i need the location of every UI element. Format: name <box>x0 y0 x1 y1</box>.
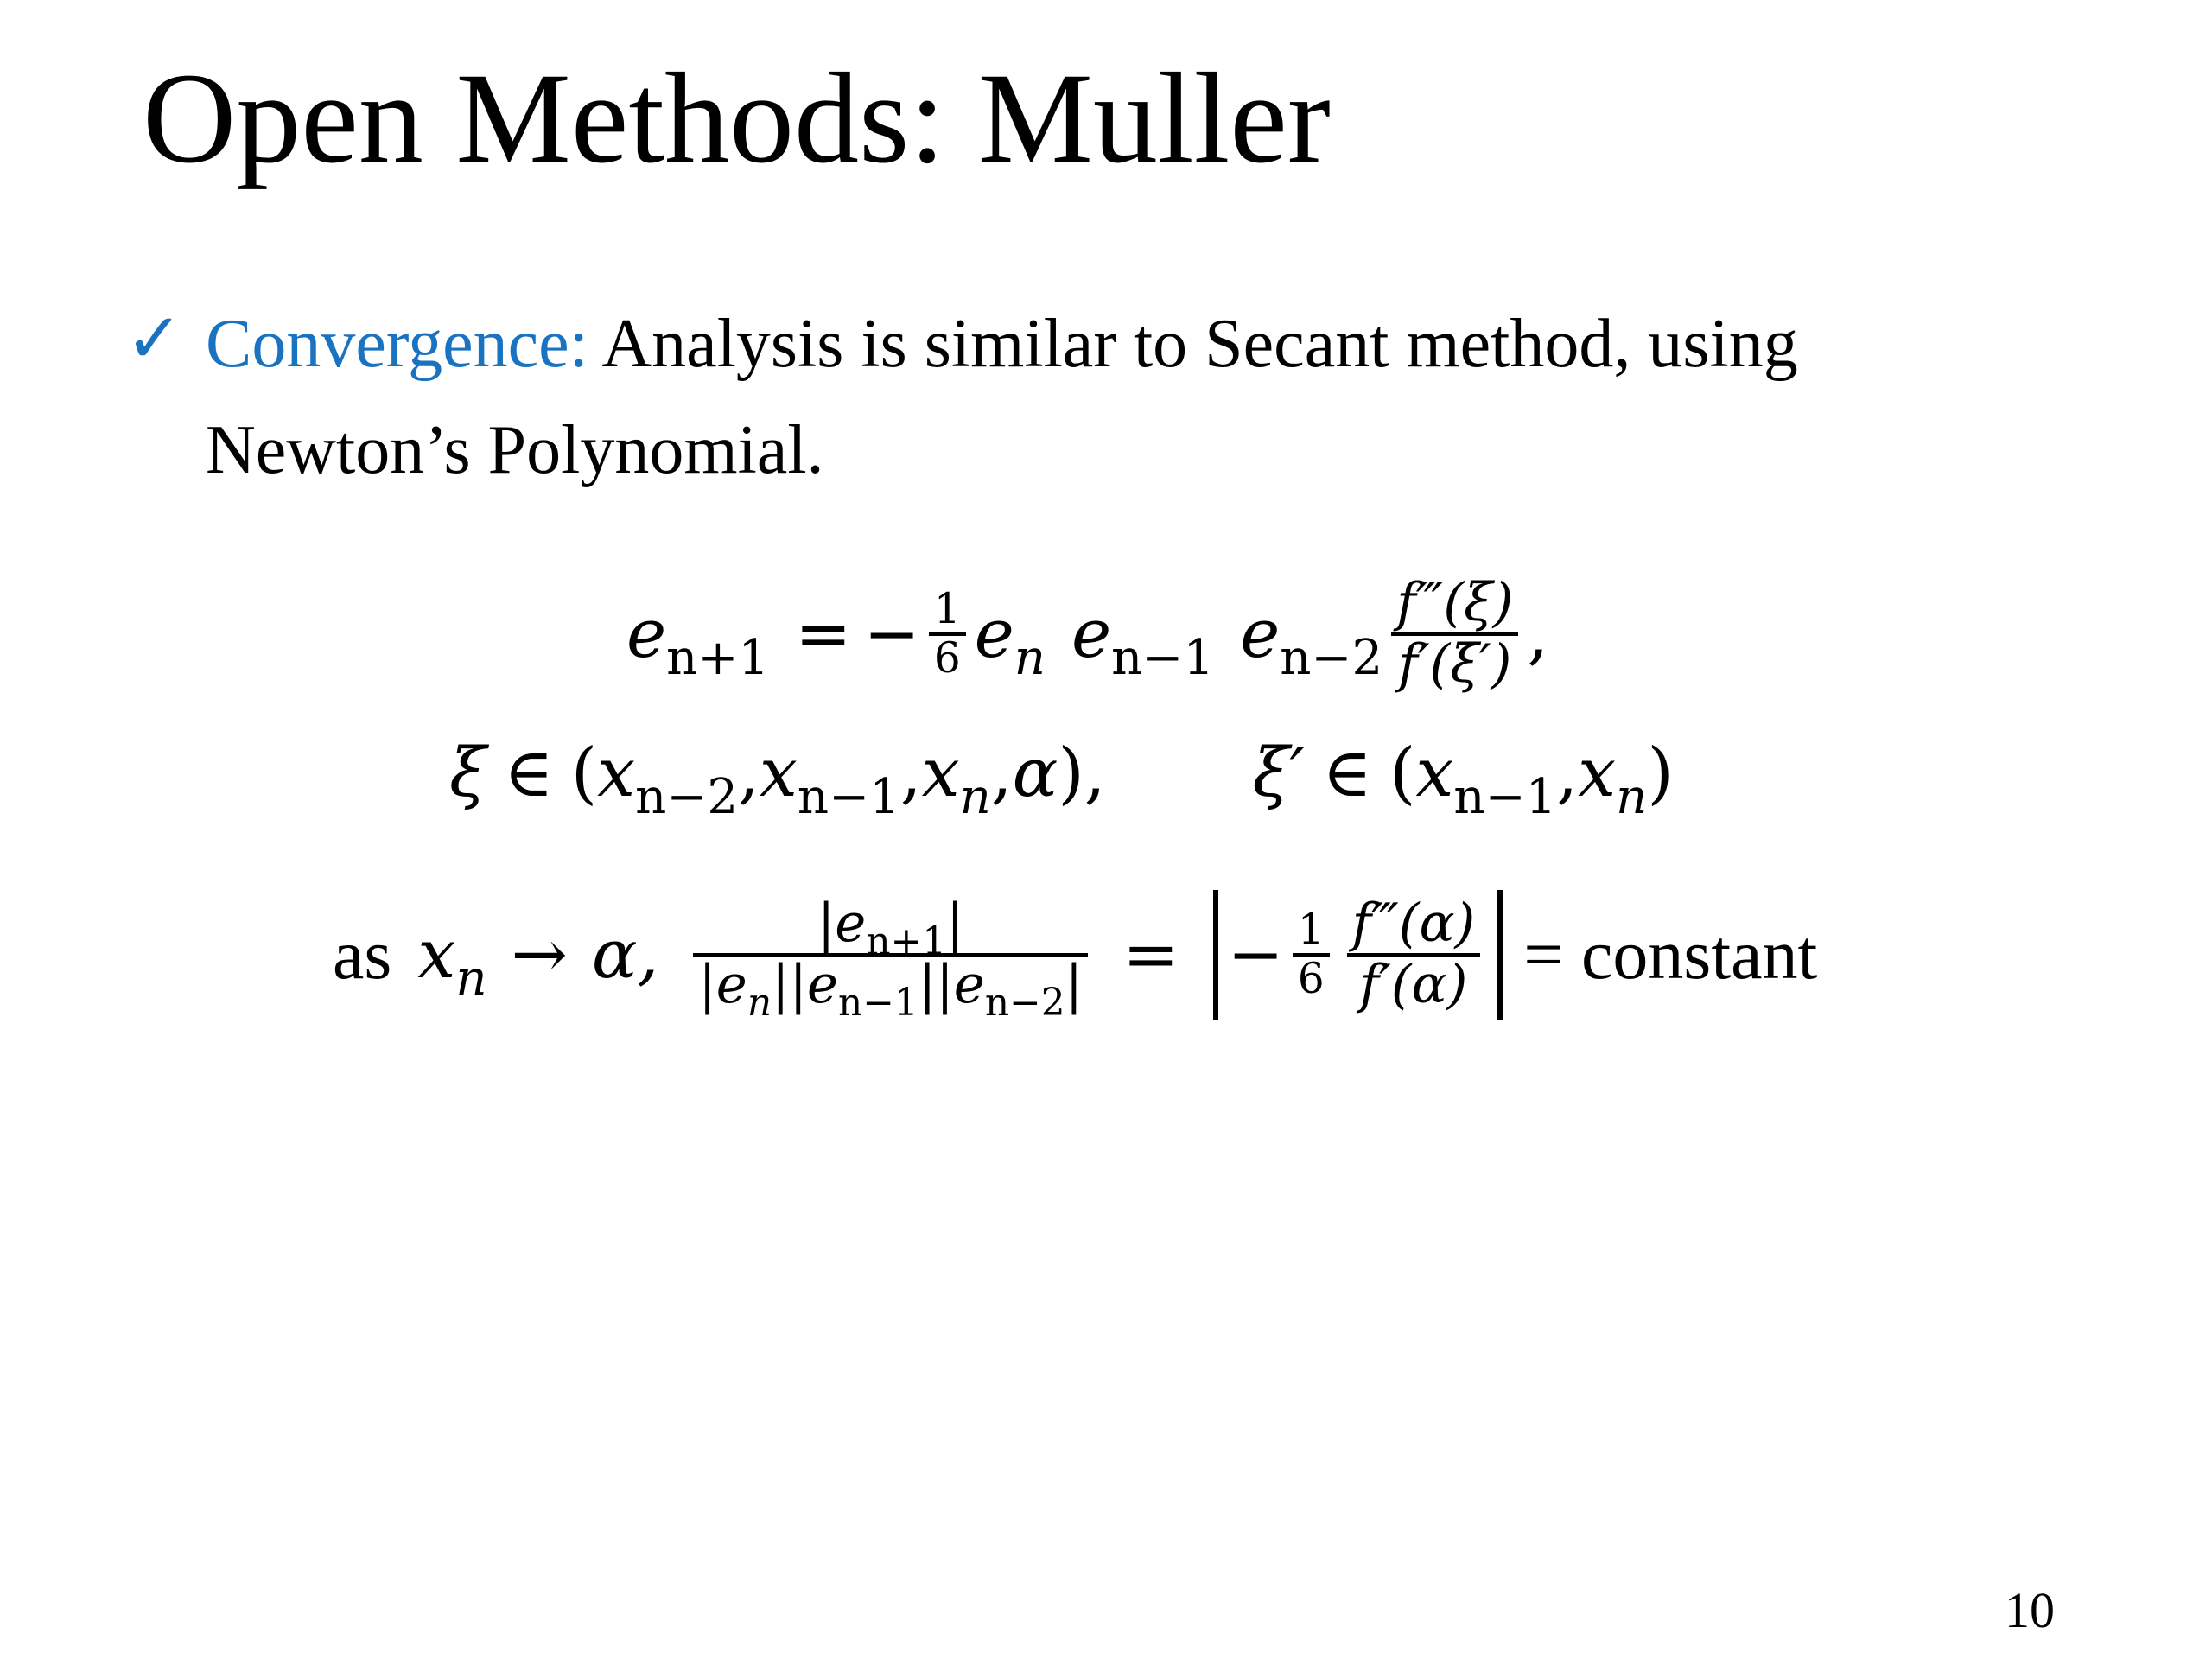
eq3-arrow: → <box>511 916 568 994</box>
eq3-abs-left <box>1213 890 1218 1020</box>
xi-interval-equation: ξ ∈ ( $x_{n-2}$ , $x_{n-1}$ , $x_n$ , α ), ξ′ ∈ ( $x_{n-1}$ , $x_n$ ) <box>449 734 1674 825</box>
eq3-one-sixth: $\frac{1}{6}$ <box>1293 907 1330 1002</box>
eq3-alpha: α, <box>591 916 659 994</box>
eq2-element-of-2: ∈ <box>1322 734 1372 812</box>
eq1-equals: = <box>795 594 852 673</box>
eq3-as: as <box>333 915 392 994</box>
eq3-minus: − <box>1227 916 1284 994</box>
eq1-comma: , <box>1527 594 1549 673</box>
eq1-derivative-ratio: $\frac{f‴(\xi)}{f'(\xi')}$ <box>1391 575 1518 694</box>
eq1-term-2: $e_{n-1}$ <box>1071 594 1215 686</box>
eq1-minus: − <box>863 594 920 673</box>
bullet-body-1: Analysis is similar to Secant method, using <box>601 306 1798 382</box>
error-recurrence-equation <box>626 575 1548 694</box>
eq1-one-sixth: $\frac{1}{6}$ <box>929 587 966 682</box>
asymptotic-error-constant-equation <box>333 890 1818 1026</box>
eq1-lhs: $e_{n+1}$ <box>626 594 770 686</box>
eq2-xi-prime: ξ′ <box>1252 734 1306 812</box>
slide-title: Open Methods: Muller <box>143 47 1331 190</box>
eq3-derivative-ratio: $\frac{f‴(\alpha)}{f'(\alpha)}$ <box>1347 895 1481 1014</box>
convergence-label: Convergence: <box>206 306 588 382</box>
eq3-x: $x_n$ <box>417 916 487 1007</box>
eq3-abs-right <box>1497 890 1503 1020</box>
eq1-term-1: $e_n$ <box>974 594 1046 686</box>
eq3-error-ratio: $\frac{|e_{n+1}|}{|e_n||e_{n-1}||e_{n-2}|}$ <box>693 895 1088 1014</box>
bullet-text-line-1 <box>206 304 1798 384</box>
eq3-equals: = <box>1122 916 1179 994</box>
eq2-xi: ξ <box>449 734 486 812</box>
eq1-term-3: $e_{n-2}$ <box>1240 594 1383 686</box>
eq3-rhs: = constant <box>1523 915 1818 994</box>
page-number: 10 <box>2005 1582 2055 1638</box>
bullet-text-line-2: Newton’s Polynomial. <box>206 412 824 488</box>
eq2-element-of-1: ∈ <box>503 734 554 812</box>
check-mark-icon: ✓ <box>125 302 184 378</box>
